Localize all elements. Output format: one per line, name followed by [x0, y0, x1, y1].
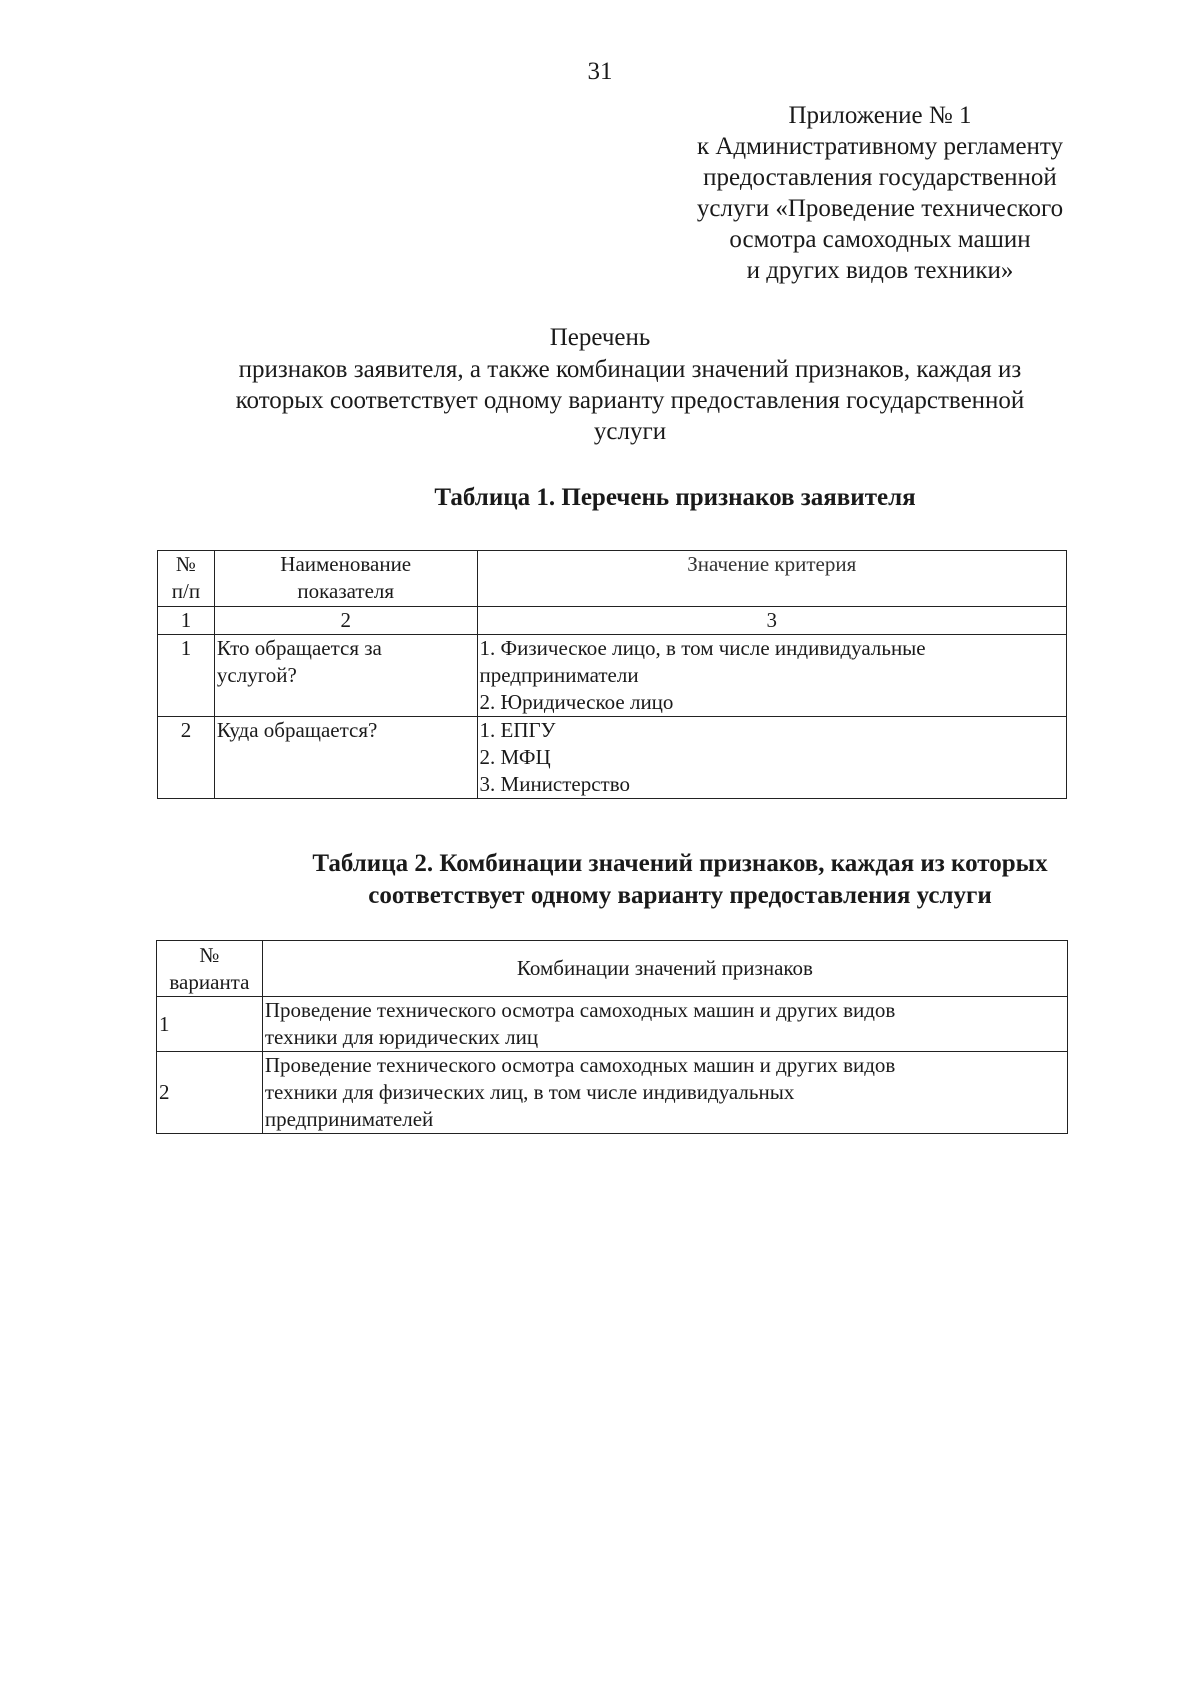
row-values: [477, 717, 1066, 799]
applicant-criteria-table: [157, 550, 1067, 799]
col-number: 2: [214, 607, 477, 635]
row-value-line: 2. Юридическое лицо: [479, 690, 674, 714]
row-value-line: 1. ЕПГУ: [479, 718, 556, 742]
header-variant-line: №: [199, 942, 220, 967]
appendix-line: услуги «Проведение технического: [696, 195, 1064, 222]
header-num-line: №: [175, 552, 196, 576]
table2-caption: [250, 848, 1110, 912]
appendix-line: к Административному регламенту: [696, 133, 1064, 160]
header-name-line: Наименование: [280, 552, 412, 576]
table-row: [157, 997, 1068, 1052]
variant-text: [262, 997, 1067, 1052]
list-subtitle-line: признаков заявителя, а также комбинации значений признаков, каждая из: [238, 356, 1022, 383]
row-value-line: 2. МФЦ: [479, 745, 551, 769]
row-values: [477, 635, 1066, 717]
appendix-line: Приложение № 1: [788, 102, 972, 129]
row-name-line: Кто обращается за: [216, 636, 382, 660]
variant-num: 1: [157, 997, 263, 1052]
header-variant-num: [157, 941, 263, 997]
appendix-header: [655, 100, 1105, 286]
list-subtitle-line: услуги: [593, 418, 667, 445]
table2-caption-line: Таблица 2. Комбинации значений признаков, каждая из которых: [312, 850, 1048, 877]
header-num: [158, 551, 215, 607]
variant-text-line: техники для юридических лиц: [264, 1025, 539, 1049]
column-number-row: [158, 607, 1067, 635]
table-row: [158, 717, 1067, 799]
table-row: [158, 635, 1067, 717]
header-num-line: п/п: [171, 579, 201, 603]
table1-caption: Таблица 1. Перечень признаков заявителя: [434, 484, 916, 511]
variant-combinations-table: [156, 940, 1068, 1134]
col-number: 1: [158, 607, 215, 635]
list-title: Перечень: [549, 324, 651, 351]
variant-text-line: Проведение технического осмотра самоходных машин и других видов: [264, 1053, 896, 1077]
appendix-line: осмотра самоходных машин: [729, 226, 1031, 253]
col-number: 3: [477, 607, 1066, 635]
row-name-line: Куда обращается?: [216, 718, 378, 742]
header-name: [214, 551, 477, 607]
page-number: 31: [587, 58, 613, 85]
row-name-line: услугой?: [216, 663, 297, 687]
row-name: [214, 717, 477, 799]
header-combinations: Комбинации значений признаков: [262, 941, 1067, 997]
table-row: [157, 1052, 1068, 1134]
variant-text-line: предпринимателей: [264, 1107, 434, 1131]
appendix-line: предоставления государственной: [703, 164, 1057, 191]
variant-num: 2: [157, 1052, 263, 1134]
row-name: [214, 635, 477, 717]
appendix-line: и других видов техники»: [746, 257, 1014, 284]
header-name-line: показателя: [297, 579, 395, 603]
header-variant-line: варианта: [169, 969, 250, 994]
variant-text: [262, 1052, 1067, 1134]
table2-caption-line: соответствует одному варианту предоставления услуги: [368, 882, 992, 909]
list-subtitle: [170, 354, 1090, 447]
variant-text-line: Проведение технического осмотра самоходных машин и других видов: [264, 998, 896, 1022]
variant-text-line: техники для физических лиц, в том числе индивидуальных: [264, 1080, 795, 1104]
header-value-line: Значение критерия: [687, 552, 857, 576]
row-num: 1: [158, 635, 215, 717]
list-subtitle-line: которых соответствует одному варианту предоставления государственной: [235, 387, 1025, 414]
row-num: 2: [158, 717, 215, 799]
row-value-line: 3. Министерство: [479, 772, 631, 796]
row-value-line: предприниматели: [479, 663, 639, 687]
header-value: [477, 551, 1066, 607]
table-header-row: [157, 941, 1068, 997]
row-value-line: 1. Физическое лицо, в том числе индивидуальные: [479, 636, 926, 660]
table-header-row: [158, 551, 1067, 607]
